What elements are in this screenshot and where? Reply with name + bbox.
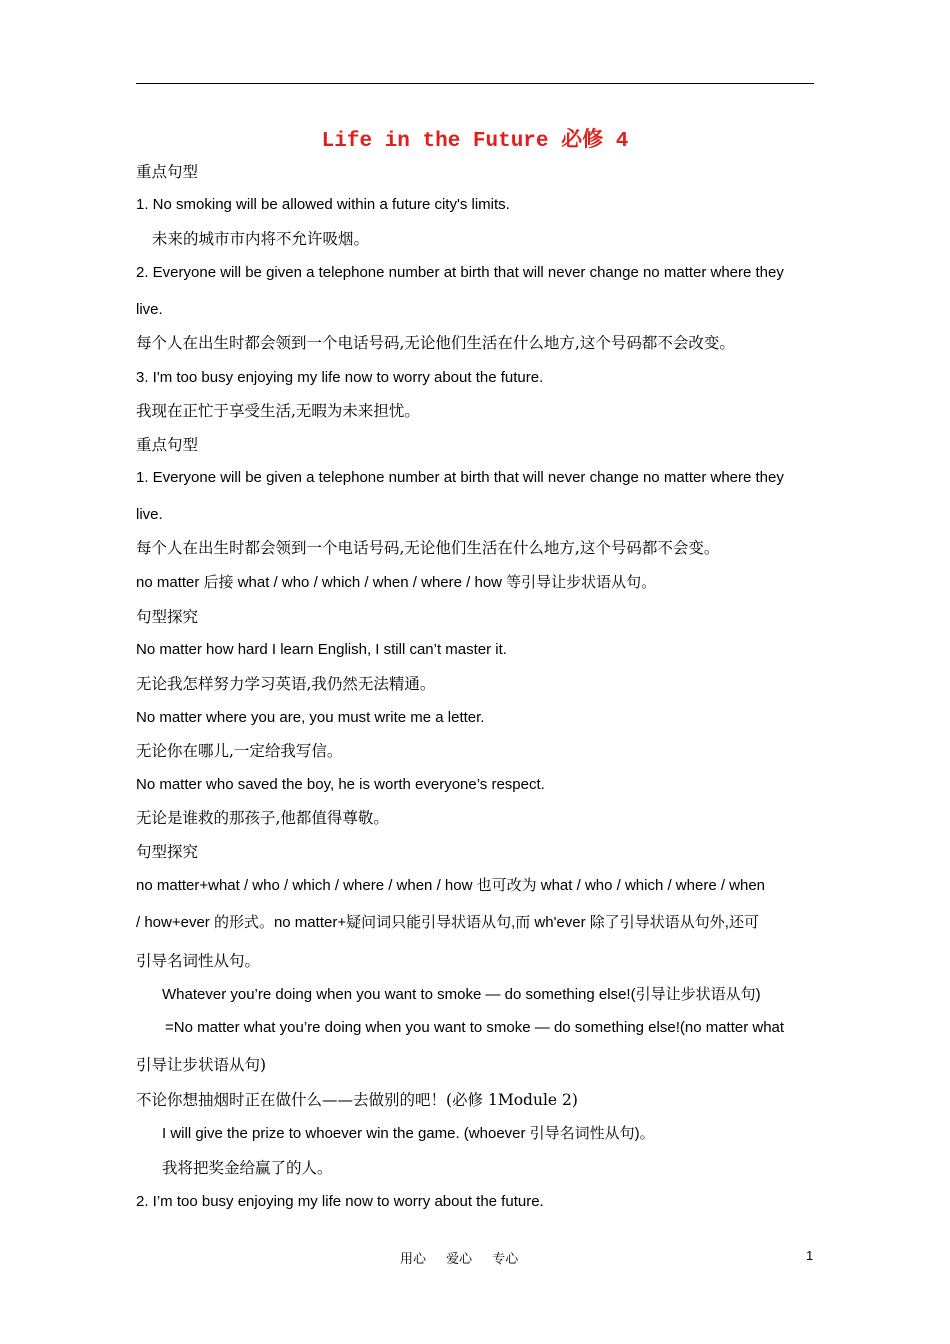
example-zh: 无论我怎样努力学习英语,我仍然无法精通。 [136, 675, 436, 693]
sentence-zh: 每个人在出生时都会领到一个电话号码,无论他们生活在什么地方,这个号码都不会改变。 [136, 334, 735, 352]
section-heading: 句型探究 [136, 608, 199, 626]
grammar-note: no matter 后接 what / who / which / when / where / how 等引导让步状语从句。 [136, 574, 657, 591]
sentence-en: 2. I’m too busy enjoying my life now to worry about the future. [136, 1193, 544, 1210]
example-zh: 不论你想抽烟时正在做什么——去做别的吧！(必修 1Module 2) [136, 1091, 578, 1109]
sentence-zh: 每个人在出生时都会领到一个电话号码,无论他们生活在什么地方,这个号码都不会变。 [136, 539, 720, 557]
grammar-note: 引导名词性从句。 [136, 952, 261, 970]
example-en: I will give the prize to whoever win the game. (whoever 引导名词性从句)。 [162, 1125, 655, 1142]
sentence-zh: 我现在正忙于享受生活,无暇为未来担忧。 [136, 402, 420, 420]
grammar-note: / how+ever 的形式。no matter+疑问词只能引导状语从句,而 wh'ever 除了引导状语从句外,还可 [136, 914, 759, 931]
example-en: Whatever you’re doing when you want to smoke — do something else!(引导让步状语从句) [162, 986, 761, 1003]
sentence-en: 2. Everyone will be given a telephone number at birth that will never change no matter where they [136, 264, 784, 281]
sentence-en: 3. I'm too busy enjoying my life now to worry about the future. [136, 369, 544, 386]
example-en: No matter who saved the boy, he is worth everyone’s respect. [136, 776, 545, 793]
example-zh: 无论你在哪儿,一定给我写信。 [136, 742, 343, 760]
example-zh: 无论是谁救的那孩子,他都值得尊敬。 [136, 809, 389, 827]
section-heading: 重点句型 [136, 436, 199, 454]
example-en: No matter how hard I learn English, I still can’t master it. [136, 641, 507, 658]
example-en: No matter where you are, you must write me a letter. [136, 709, 485, 726]
section-heading: 句型探究 [136, 843, 199, 861]
header-rule [136, 83, 814, 84]
example-en: =No matter what you’re doing when you want to smoke — do something else!(no matter what [165, 1019, 785, 1036]
sentence-zh: 未来的城市市内将不允许吸烟。 [152, 230, 370, 248]
section-heading: 重点句型 [136, 163, 199, 181]
example-note: 引导让步状语从句) [136, 1056, 267, 1074]
page-number: 1 [806, 1248, 814, 1263]
sentence-en: live. [136, 506, 163, 523]
grammar-note: no matter+what / who / which / where / when / how 也可改为 what / who / which / where / when [136, 877, 766, 894]
document-title: Life in the Future 必修 4 [321, 130, 629, 153]
page-footer: 用心 爱心 专心 [400, 1252, 519, 1267]
sentence-en: 1. No smoking will be allowed within a future city's limits. [136, 196, 510, 213]
sentence-en: live. [136, 301, 163, 318]
sentence-en: 1. Everyone will be given a telephone number at birth that will never change no matter where they [136, 469, 784, 486]
example-zh: 我将把奖金给赢了的人。 [162, 1159, 333, 1177]
